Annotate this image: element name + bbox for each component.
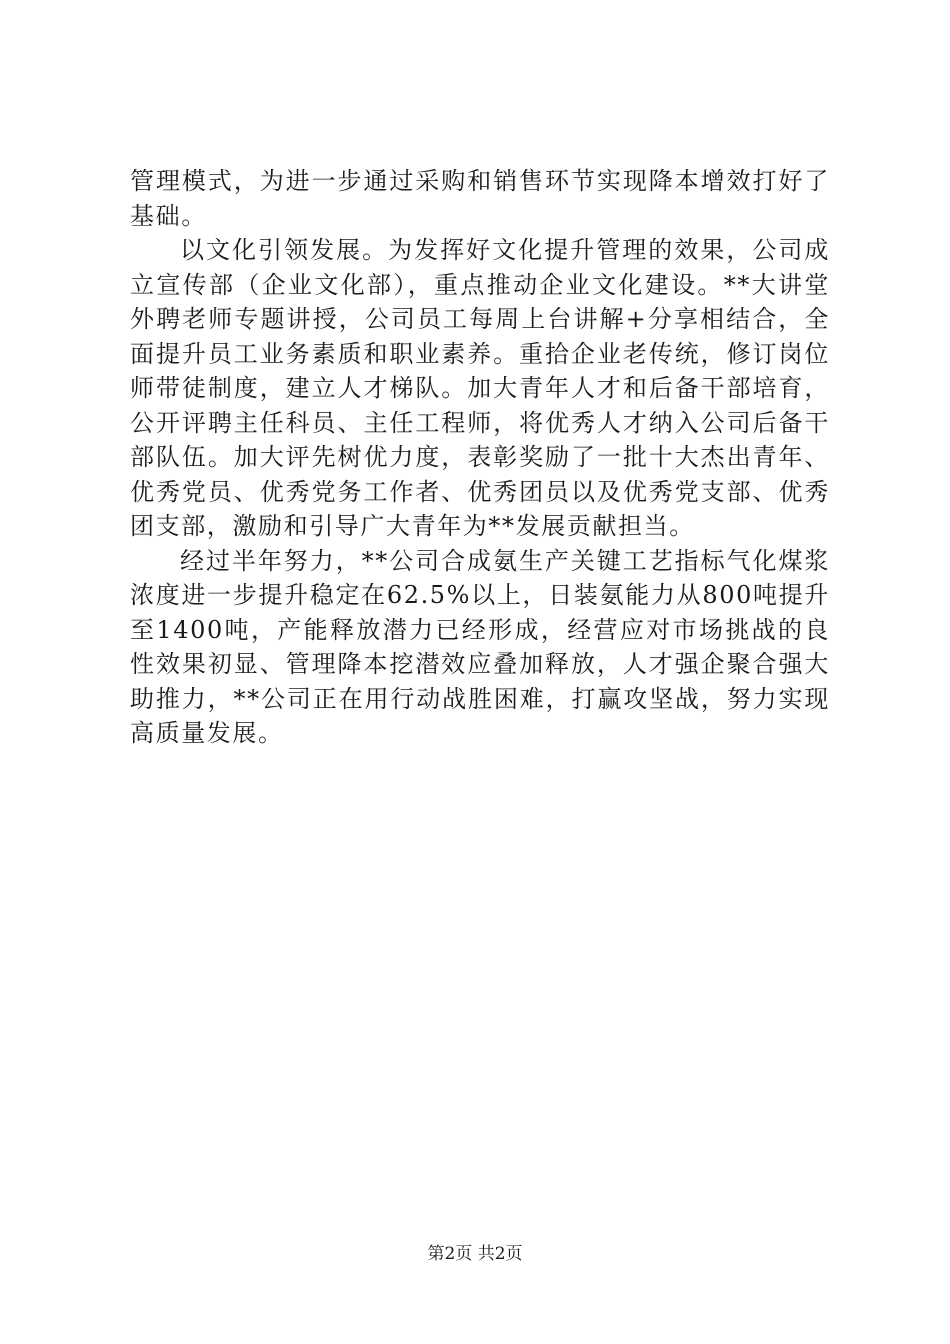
- paragraph-continuation: 管理模式，为进一步通过采购和销售环节实现降本增效打好了基础。: [130, 167, 830, 230]
- document-body: [130, 164, 830, 751]
- paragraph-culture: 以文化引领发展。为发挥好文化提升管理的效果，公司成立宣传部（企业文化部），重点推动企业文化建设。**大讲堂外聘老师专题讲授，公司员工每周上台讲解+分享相结合，全面提升员工业务素质和职业素养。重拾企业老传统，修订岗位师带徒制度，建立人才梯队。加大青年人才和后备干部培育，公开评聘主任科员、主任工程师，将优秀人才纳入公司后备干部队伍。加大评先树优力度，表彰奖励了一批十大杰出青年、优秀党员、优秀党务工作者、优秀团员以及优秀党支部、优秀团支部，激励和引导广大青年为**发展贡献担当。: [130, 236, 830, 540]
- page-number-footer: 第2页 共2页: [427, 1244, 523, 1264]
- paragraph-summary: 经过半年努力，**公司合成氨生产关键工艺指标气化煤浆浓度进一步提升稳定在62.5%以上，日装氨能力从800吨提升至1400吨，产能释放潜力已经形成，经营应对市场挑战的良性效果初显、管理降本挖潜效应叠加释放，人才强企聚合强大助推力，**公司正在用行动战胜困难，打赢攻坚战，努力实现高质量发展。: [130, 546, 830, 747]
